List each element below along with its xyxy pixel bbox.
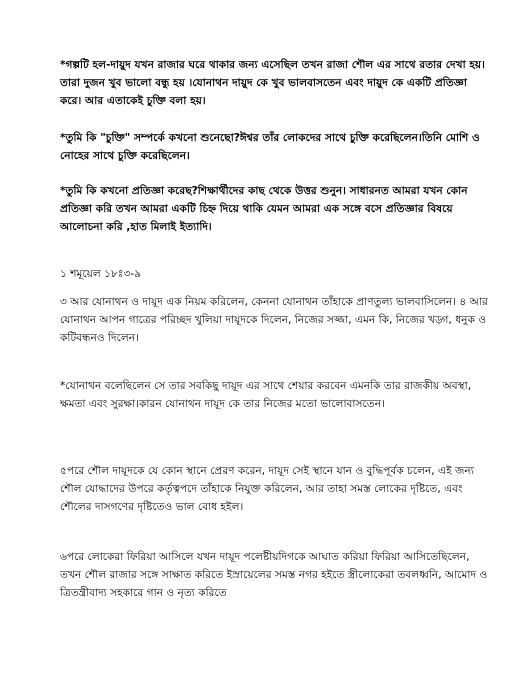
paragraph-jonathan-commentary: *যোনাথন বলেছিলেন সে তার সবকিছু দায়ূদ এর সাথে শেয়ার করবেন এমনকি তার রাজকীয় অবস্থা, ক্ষমতা এবং সুরক্ষা।কারন যোনাথন দায়ূদ কে তার নিজের মতো ভালোবাসতেন। bbox=[60, 380, 472, 410]
paragraph-story-intro: *গল্পটি হল-দায়ুদ যখন রাজার ঘরে থাকার জন্য এসেছিল তখন রাজা শৌল এর সাথে রতার দেখা হয়।তারা দুজন খুব ভালো বন্ধু হয় ।যোনাথন দায়ুদ কে খুব ভালবাসতেন এবং দায়ুদ কে একটি প্রতিজ্ঞা করে। আর এতাকেই চুক্তি বলা হয়। bbox=[60, 59, 485, 107]
paragraph-verses-3-4: ৩ আর যোনাথন ও দায়ূদ এক নিয়ম করিলেন, কেননা যোনাথন তাঁহাকে প্রাণতুল্য ভালবাসিলেন। ৪ আর যোনাথন আপন গাত্রের পরিচ্ছদ খুলিয়া দায়ূদকে দিলেন, নিজের সজ্জা, এমন কি, নিজের খড়্গ, ধনুক ও কটিবন্ধনও দিলেন। bbox=[60, 296, 488, 344]
paragraph-covenant-question: *তুমি কি "চুক্তি" সম্পর্কে কখনো শুনেছো?ঈশ্বর তাঁর লোকদের সাথে চুক্তি করেছিলেন।তিনি মোশি ও নোহের সাথে চুক্তি করেছিলেন। bbox=[60, 132, 480, 162]
paragraph-verse-6: ৬পরে লোকেরা ফিরিয়া আসিলে যখন দায়ূদ পলেষ্টীয়দিগকে আঘাত করিয়া ফিরিয়া আসিতেছিলেন, তখন শৌল রাজার সঙ্গে সাক্ষাত করিতে ইস্রায়েলের সমস্ত নগর হইতে স্ত্রীলোকেরা তবলধ্বনি, আমোদ ও ত্রিতন্ত্রীবাদ্য সহকারে গান ও নৃত্য করিতে bbox=[60, 551, 488, 599]
paragraph-verse-5: ৫পরে শৌল দায়ূদকে যে কোন স্থানে প্রেরণ করেন, দায়ূদ সেই স্থানে যান ও বুদ্ধিপূর্বক চলেন, এই জন্য শৌল যোদ্ধাদের উপরে কর্তৃত্বপদে তাঁহাকে নিযুক্ত করিলেন, আর তাহা সমস্ত লোকের দৃষ্টিতে, এবং শৌলের দাসগণের দৃষ্টিতেও ভাল বোধ হইল। bbox=[60, 465, 474, 513]
scripture-reference: ১ শমূয়েল ১৮ঃ৩-৯ bbox=[60, 268, 142, 280]
paragraph-promise-question: *তুমি কি কখনো প্রতিজ্ঞা করেছ?শিক্ষার্থীদের কাছ থেকে উত্তর শুনুন। সাধারনত আমরা যখন কোন প্রতিজ্ঞা করি তখন আমরা একটি চিহ্ন দিয়ে থাকি যেমন আমরা এক সঙ্গে বসে প্রতিজ্ঞার বিষয়ে আলোচনা করি ,হাত মিলাই ইত্যাদি। bbox=[60, 185, 468, 233]
